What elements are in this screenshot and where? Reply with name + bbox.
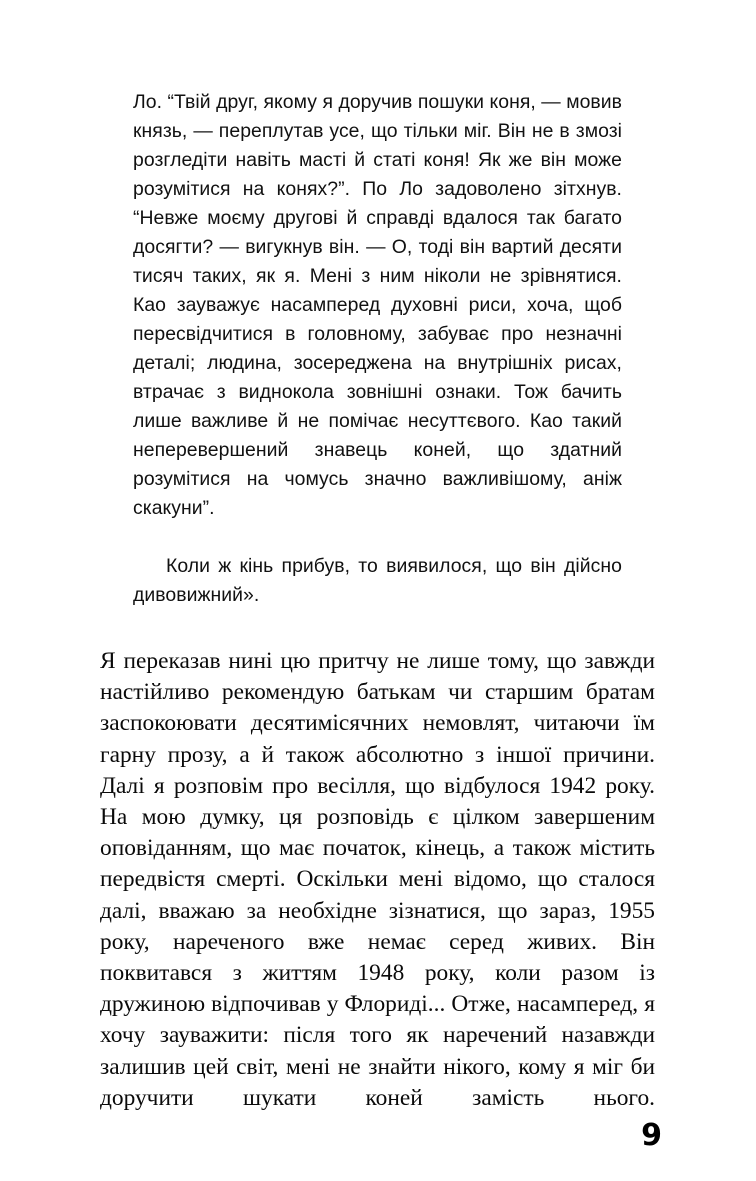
excerpt-paragraph: Ло. “Твій друг, якому я доручив пошуки коня, — мовив князь, — переплутав усе, що тільки міг. Він не в змозі розгледіти навіть масті й статі коня! Як же він може розумітися на конях?”. По Ло задоволено зітхнув. “Невже моєму другові й справді вдалося так багато досягти? — вигукнув він. — О, тоді він вартий десяти тисяч таких, як я. Мені з ним ніколи не зрівнятися. Као зауважує насамперед духовні риси, хоча, щоб пересвідчитися в головному, забуває про незначні деталі; людина, зосереджена на внутрішніх рисах, втрачає з виднокола зовнішні ознаки. Тож бачить лише важливе й не помічає несуттєвого. Као такий неперевершений знавець коней, що здатний розумітися на чомусь значно важливішому, аніж скакуни”.	[133, 91, 622, 519]
body-paragraph: Я переказав нині цю притчу не лише тому, що завжди настійливо рекомендую батькам чи старшим братам заспокоювати десятимісячних немовлят, читаючи їм гарну прозу, а й також абсолютно з іншої причини. Далі я розповім про весілля, що відбулося 1942 року. На мою думку, ця розповідь є цілком завершеним оповіданням, що має початок, кінець, а також містить передвістя смерті. Оскільки мені відомо, що сталося далі, вважаю за необхідне зізнатися, що зараз, 1955 року, нареченого вже немає серед живих. Він поквитався з життям 1948 року, коли разом із дружиною відпочивав у Флориді... Отже, насамперед, я хочу зауважити: після того як наречений назавжди залишив цей світ, мені не знайти нікого, кому я міг би доручити шукати коней замість нього.	[100, 648, 655, 1111]
excerpt-paragraph-closing: Коли ж кінь прибув, то виявилося, що він дійсно дивовижний».	[133, 555, 622, 606]
body-text-block	[100, 646, 655, 1145]
quoted-excerpt-block	[133, 88, 622, 639]
page-number: 9	[641, 1118, 662, 1153]
